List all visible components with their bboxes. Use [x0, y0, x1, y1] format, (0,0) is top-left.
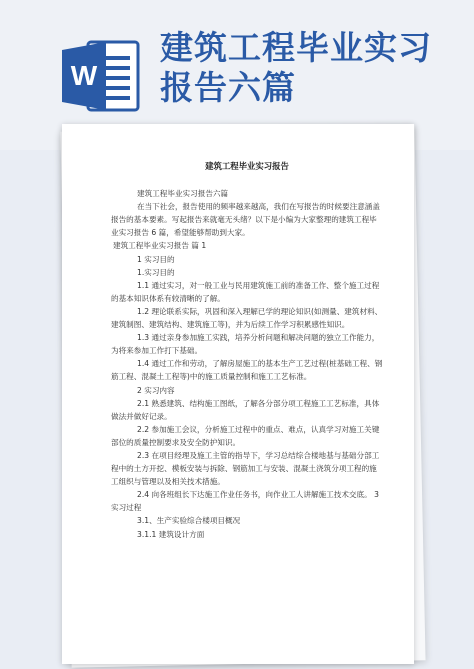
body-paragraph: 1.3 通过亲身参加施工实践，培养分析问题和解决问题的独立工作能力，为将来参加工作打下基础。: [111, 333, 380, 356]
body-paragraph: 1.2 理论联系实际，巩固和深入理解已学的理论知识(如测量、建筑材料、建筑制图、建筑结构、建筑施工等)，并为后续工作学习积累感性知识。: [111, 306, 383, 330]
section-heading: 2 实习内容: [137, 385, 175, 395]
svg-text:W: W: [70, 60, 98, 91]
document-body: [111, 160, 383, 541]
intro-paragraph: 在当下社会，报告使用的频率越来越高，我们在写报告的时候要注意涵盖报告的基本要素。写起报告来就毫无头绪？以下是小编为大家整理的建筑工程毕业实习报告 6 篇，希望能够帮助到大家。: [111, 202, 380, 238]
body-paragraph: 2.4 向各班组长下达施工作业任务书，向作业工人讲解施工技术交底。 3 实习过程: [111, 490, 379, 513]
body-paragraph: 1.1 通过实习，对一般工业与民用建筑施工前的准备工作、整个施工过程的基本知识体系有较清晰的了解。: [111, 280, 380, 303]
page-title: [160, 28, 460, 108]
body-paragraph: 2.1 熟悉建筑、结构施工图纸，了解各分部分项工程施工工艺标准，具体做法并做好记录。: [111, 398, 380, 421]
document-title: 建筑工程毕业实习报告: [205, 161, 289, 171]
body-paragraph: 2.2 参加施工会议，分析施工过程中的重点、难点，认真学习对施工关键部位的质量控制要求及安全防护知识。: [111, 424, 380, 447]
document-subtitle: 建筑工程毕业实习报告六篇: [137, 189, 229, 199]
page-title-line-1: 建筑工程毕业实习: [160, 28, 432, 67]
page-title-line-2: 报告六篇: [160, 68, 296, 107]
section-heading: 建筑工程毕业实习报告 篇 1: [113, 241, 207, 251]
section-heading: 3.1、生产实验综合楼项目概况: [137, 516, 241, 526]
body-paragraph: 2.3 在项目经理及施工主管的指导下，学习总结综合楼地基与基础分部工程中的土方开挖、模板安装与拆除、钢筋加工与安装、混凝土浇筑分项工程的施工组织与管理以及相关技术措施。: [111, 450, 380, 487]
body-paragraph: 1.4 通过工作和劳动，了解房屋施工的基本生产工艺过程(桩基础工程、钢筋工程、混凝土工程等)中的施工质量控制和施工工艺标准。: [111, 359, 383, 382]
section-heading: 3.1.1 建筑设计方面: [137, 529, 205, 539]
word-document-icon: [60, 38, 142, 114]
section-heading: 1 实习目的: [137, 254, 175, 264]
section-heading: 1.实习目的: [137, 267, 175, 277]
